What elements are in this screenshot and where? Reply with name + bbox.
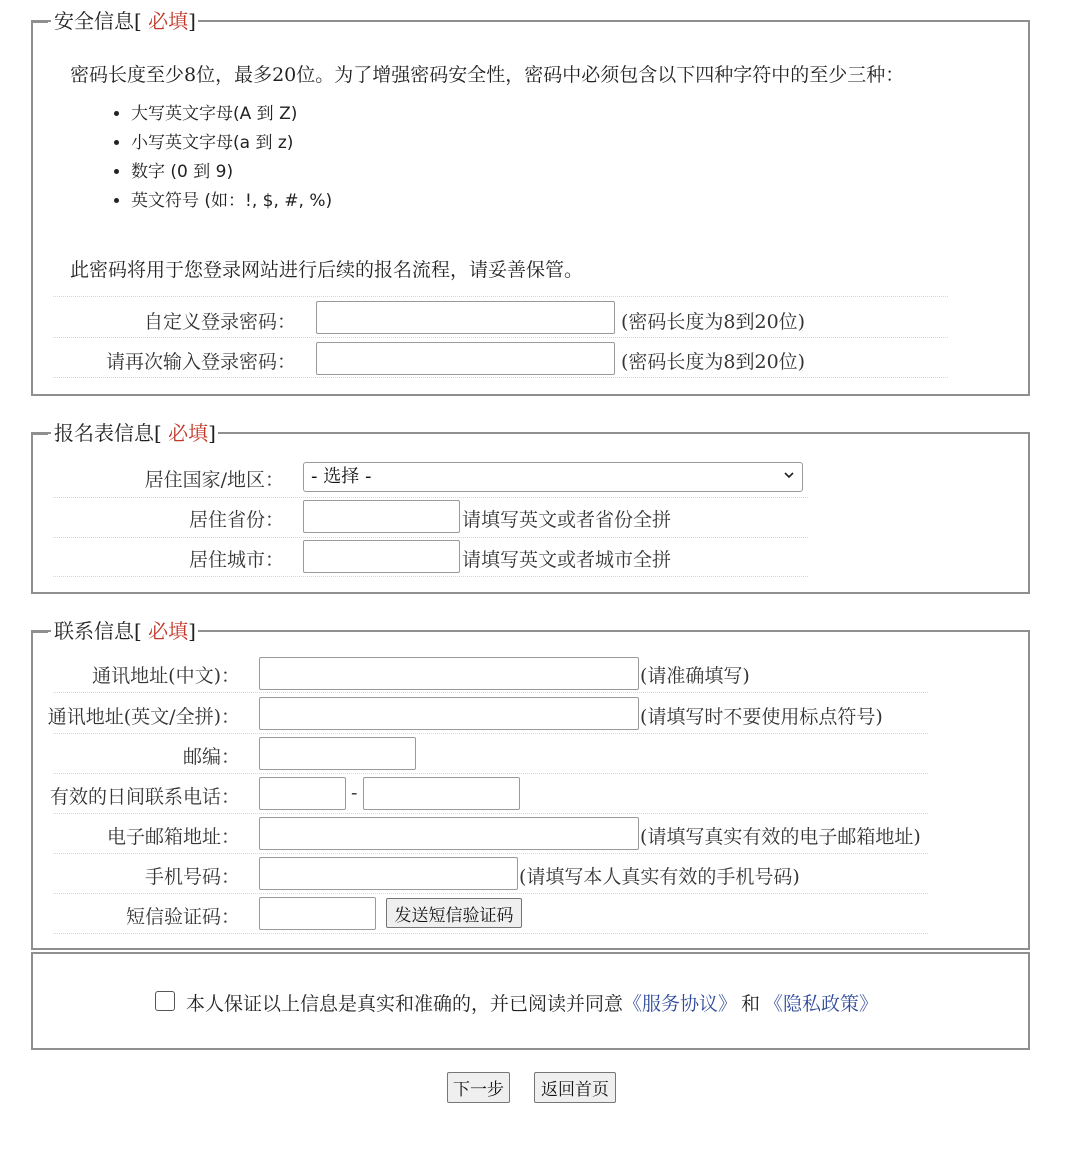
- mobile-input[interactable]: [259, 857, 518, 890]
- privacy-policy-link[interactable]: 《隐私政策》: [764, 993, 879, 1015]
- province-hint: 请填写英文或者省份全拼: [462, 509, 672, 531]
- send-sms-button[interactable]: 发送短信验证码: [386, 898, 522, 928]
- mobile-label: 手机号码：: [144, 866, 240, 888]
- security-section: [31, 9, 1030, 396]
- email-hint: (请填写真实有效的电子邮箱地址): [640, 826, 921, 848]
- confirm-password-label: 请再次输入登录密码：: [105, 351, 296, 373]
- address-en-input[interactable]: [259, 697, 639, 730]
- address-en-hint: (请填写时不要使用标点符号): [640, 706, 883, 728]
- contact-section: [31, 619, 1030, 950]
- phone-label: 有效的日间联系电话：: [49, 786, 240, 808]
- city-hint: 请填写英文或者城市全拼: [462, 549, 672, 571]
- agreement-checkbox[interactable]: [155, 991, 175, 1011]
- province-label: 居住省份：: [188, 509, 284, 531]
- password-note: 此密码将用于您登录网站进行后续的报名流程，请妥善保管。: [70, 259, 584, 281]
- rule-item: • 小写英文字母(a 到 z): [131, 129, 332, 158]
- city-label: 居住城市：: [188, 549, 284, 571]
- agreement-section: [31, 952, 1030, 1050]
- password-hint: (密码长度为8到20位): [621, 311, 806, 333]
- phone-area-input[interactable]: [259, 777, 346, 810]
- next-step-button[interactable]: 下一步: [447, 1072, 510, 1103]
- agreement-text: 本人保证以上信息是真实和准确的，并已阅读并同意《服务协议》 和 《隐私政策》: [186, 993, 879, 1015]
- address-en-label: 通讯地址(英文/全拼)：: [47, 706, 240, 728]
- sms-code-label: 短信验证码：: [125, 906, 240, 928]
- registration-section: [31, 421, 1030, 594]
- rule-item: • 大写英文字母(A 到 Z): [131, 100, 332, 129]
- address-cn-label: 通讯地址(中文)：: [92, 665, 240, 687]
- country-label: 居住国家/地区：: [144, 469, 284, 491]
- password-rules: [113, 100, 332, 216]
- password-label: 自定义登录密码：: [143, 311, 296, 333]
- address-cn-input[interactable]: [259, 657, 639, 690]
- province-input[interactable]: [303, 500, 460, 533]
- confirm-password-input[interactable]: [316, 342, 615, 375]
- confirm-password-hint: (密码长度为8到20位): [621, 351, 806, 373]
- sms-code-input[interactable]: [259, 897, 376, 930]
- address-cn-hint: (请准确填写): [640, 665, 750, 687]
- phone-number-input[interactable]: [363, 777, 520, 810]
- chevron-down-icon: [784, 470, 794, 480]
- contact-legend: 联系信息[ 必填]: [51, 617, 198, 645]
- password-intro: 密码长度至少8位，最多20位。为了增强密码安全性，密码中必须包含以下四种字符中的至少三种：: [70, 64, 905, 86]
- postcode-label: 邮编：: [182, 746, 240, 768]
- registration-legend: 报名表信息[ 必填]: [51, 419, 218, 447]
- rule-item: • 数字 (0 到 9): [131, 158, 332, 187]
- phone-dash: -: [351, 782, 358, 804]
- country-select[interactable]: - 选择 -: [303, 462, 803, 492]
- mobile-hint: (请填写本人真实有效的手机号码): [519, 866, 800, 888]
- email-input[interactable]: [259, 817, 639, 850]
- city-input[interactable]: [303, 540, 460, 573]
- back-home-button[interactable]: 返回首页: [534, 1072, 616, 1103]
- service-agreement-link[interactable]: 《服务协议》: [623, 993, 738, 1015]
- rule-item: • 英文符号 (如：!, $, #, %): [131, 187, 332, 216]
- email-label: 电子邮箱地址：: [106, 826, 240, 848]
- postcode-input[interactable]: [259, 737, 416, 770]
- password-input[interactable]: [316, 301, 615, 334]
- security-legend: 安全信息[ 必填]: [51, 7, 198, 35]
